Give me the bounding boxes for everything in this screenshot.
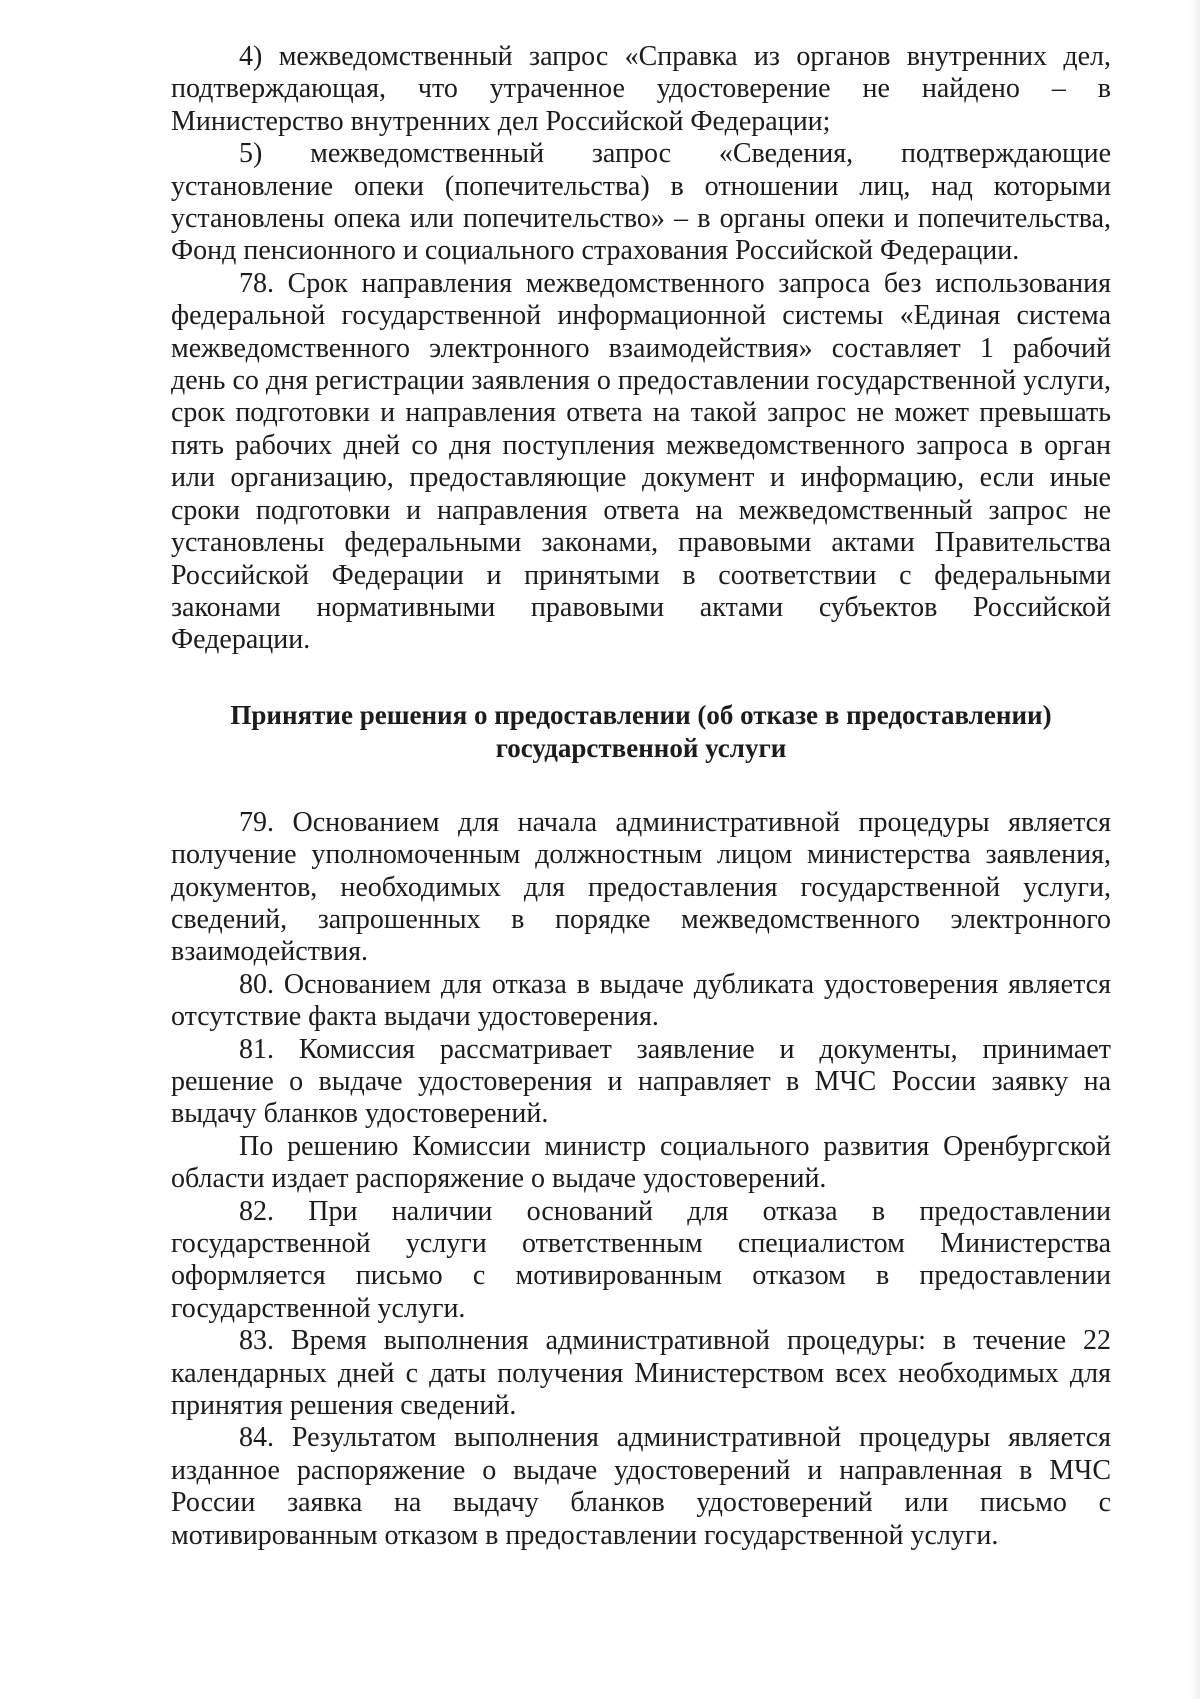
section-heading-line-2: государственной услуги [495, 732, 787, 763]
section-heading-line-1: Принятие решения о предоставлении (об отказе в предоставлении) [230, 699, 1052, 730]
paragraph-item-4: 4) межведомственный запрос «Справка из органов внутренних дел, подтверждающая, что утраченное удостоверение не найдено – в Министерство внутренних дел Российской Федерации; [171, 41, 1111, 137]
paragraph-81: 81. Комиссия рассматривает заявление и документы, принимает решение о выдаче удостоверения и направляет в МЧС России заявку на выдачу бланков удостоверений. [171, 1033, 1111, 1130]
section-heading [171, 699, 1111, 765]
paragraph-82: 82. При наличии оснований для отказа в предоставлении государственной услуги ответственным специалистом Министерства оформляется письмо с мотивированным отказом в предоставлении государственной услуги. [171, 1195, 1111, 1324]
paragraph-79: 79. Основанием для начала административной процедуры является получение уполномоченным должностным лицом министерства заявления, документов, необходимых для предоставления государственной услуги, сведений, запрошенных в порядке межведомственного электронного взаимодействия. [171, 806, 1111, 968]
scan-edge-shadow [1190, 0, 1200, 1699]
paragraph-83: 83. Время выполнения административной процедуры: в течение 22 календарных дней с даты получения Министерством всех необходимых для принятия решения сведений. [171, 1325, 1111, 1422]
paragraph-80: 80. Основанием для отказа в выдаче дубликата удостоверения является отсутствие факта выдачи удостоверения. [171, 968, 1111, 1033]
paragraph-item-5: 5) межведомственный запрос «Сведения, подтверждающие установление опеки (попечительства) в отношении лиц, над которыми установлены опека или попечительство» – в органы опеки и попечительства, Фонд пенсионного и социального страхования Российской Федерации. [171, 138, 1111, 267]
paragraph-78: 78. Срок направления межведомственного запроса без использования федеральной государственной информационной системы «Единая система межведомственного электронного взаимодействия» составляет 1 рабочий день со дня регистрации заявления о предоставлении государственной услуги, срок подготовки и направления ответа на такой запрос не может превышать пять рабочих дней со дня поступления межведомственного запроса в орган или организацию, предоставляющие документ и информацию, если иные сроки подготовки и направления ответа на межведомственный запрос не установлены федеральными законами, правовыми актами Правительства Российской Федерации и принятыми в соответствии с федеральными законами нормативными правовыми актами субъектов Российской Федерации. [171, 267, 1111, 656]
paragraph-commission-decision: По решению Комиссии министр социального развития Оренбургской области издает распоряжение о выдаче удостоверений. [171, 1130, 1111, 1195]
paragraph-84: 84. Результатом выполнения административной процедуры является изданное распоряжение о выдаче удостоверений и направленная в МЧС России заявка на выдачу бланков удостоверений или письмо с мотивированным отказом в предоставлении государственной услуги. [171, 1422, 1111, 1551]
